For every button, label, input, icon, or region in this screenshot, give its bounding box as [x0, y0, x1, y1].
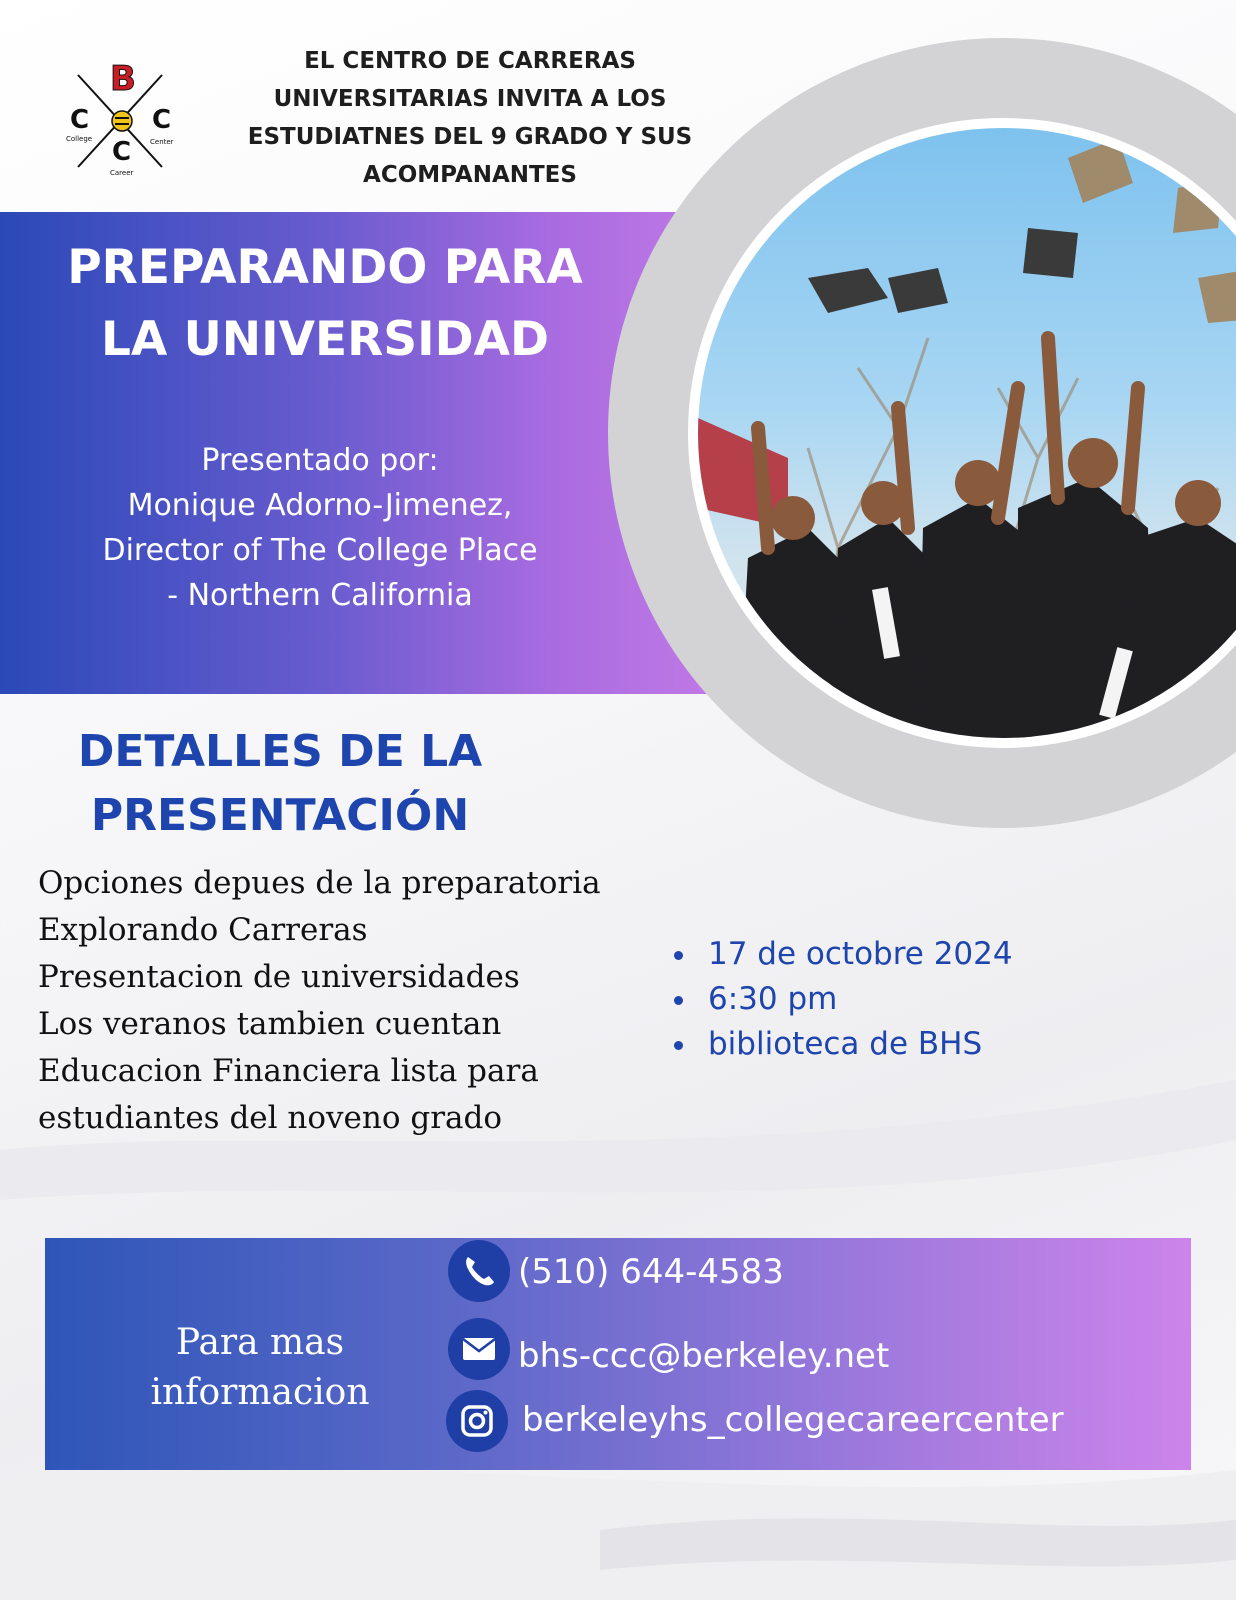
details-heading-line: PRESENTACIÓN: [90, 790, 470, 841]
logo-letter-c-bottom: C: [112, 137, 132, 167]
instagram-handle[interactable]: berkeleyhs_collegecareercenter: [522, 1400, 1064, 1440]
topic-item: estudiantes del noveno grado: [38, 1100, 503, 1136]
presenter-info: [40, 438, 600, 618]
email-address[interactable]: bhs-ccc@berkeley.net: [518, 1336, 890, 1376]
topic-item: Presentacion de universidades: [38, 959, 520, 995]
logo-word-college: College: [66, 135, 93, 143]
topic-list: [38, 860, 658, 1142]
presenter-line: Monique Adorno-Jimenez,: [127, 488, 513, 523]
more-info-label: [130, 1318, 390, 1418]
event-location: biblioteca de BHS: [670, 1022, 1013, 1067]
invitation-heading: [205, 42, 735, 194]
logo-letter-b: B: [110, 59, 136, 99]
more-info-line: informacion: [150, 1372, 370, 1413]
bee-icon: [112, 111, 132, 131]
more-info-line: Para mas: [175, 1322, 345, 1363]
graduates-illustration: [698, 128, 1236, 738]
topic-item: Opciones depues de la preparatoria: [38, 865, 601, 901]
logo-word-center: Center: [150, 138, 174, 146]
topic-item: Explorando Carreras: [38, 912, 368, 948]
event-date: 17 de octobre 2024: [670, 932, 1013, 977]
details-heading: [40, 720, 520, 848]
mail-icon: [448, 1318, 510, 1380]
logo-letter-c-left: C: [70, 105, 90, 135]
event-time: 6:30 pm: [670, 977, 1013, 1022]
invite-line: UNIVERSITARIAS INVITA A LOS: [273, 86, 667, 112]
event-title-line: PREPARANDO PARA: [67, 240, 583, 295]
event-details-list: [670, 932, 1013, 1067]
invite-line: ACOMPANANTES: [363, 162, 577, 188]
logo-letter-c-right: C: [152, 105, 172, 135]
college-career-center-logo: [60, 55, 180, 185]
invite-line: ESTUDIATNES DEL 9 GRADO Y SUS: [247, 124, 693, 150]
instagram-icon: [446, 1390, 508, 1452]
event-title: [20, 232, 630, 376]
logo-word-career: Career: [110, 169, 134, 177]
topic-item: Educacion Financiera lista para: [38, 1053, 539, 1089]
phone-icon: [448, 1240, 510, 1302]
topic-item: Los veranos tambien cuentan: [38, 1006, 502, 1042]
presenter-line: - Northern California: [167, 578, 473, 613]
presenter-line: Presentado por:: [201, 443, 439, 478]
invite-line: EL CENTRO DE CARRERAS: [304, 48, 636, 74]
phone-number[interactable]: (510) 644-4583: [518, 1252, 784, 1292]
presenter-line: Director of The College Place: [102, 533, 538, 568]
event-title-line: LA UNIVERSIDAD: [100, 312, 550, 367]
details-heading-line: DETALLES DE LA: [77, 726, 483, 777]
graduation-photo: [688, 118, 1236, 748]
